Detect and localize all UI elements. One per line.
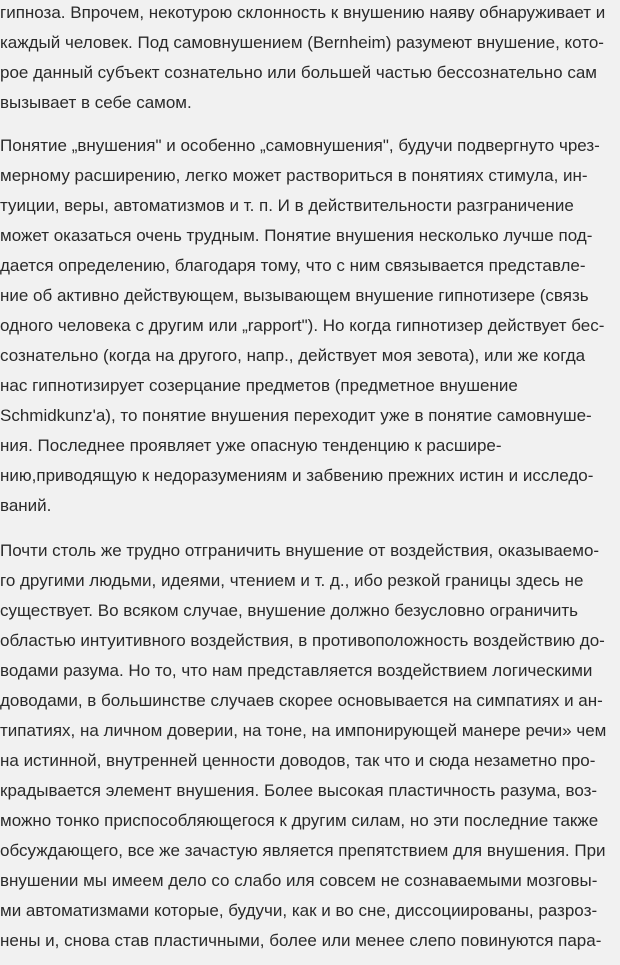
- text-line: туиции, веры, автоматизмов и т. п. И в действительности разграничение: [0, 196, 574, 215]
- text-line: ния. Последнее проявляет уже опасную тенденцию к расшире-: [0, 436, 502, 455]
- text-line: может оказаться очень трудным. Понятие внушения несколько лучше под-: [0, 226, 593, 245]
- text-line: существует. Во всяком случае, внушение должно безусловно ограничить: [0, 601, 579, 620]
- text-line: нию,приводящую к недоразумениям и забвению прежних истин и исследо-: [0, 466, 594, 485]
- text-line: Почти столь же трудно отграничить внушение от воздействия, оказываемо-: [0, 541, 600, 560]
- text-line: на истинной, внутренней ценности доводов, так что и сюда незаметно про-: [0, 751, 596, 770]
- text-line: доводами, в большинстве случаев скорее основывается на симпатиях и ан-: [0, 691, 603, 710]
- text-line: типатиях, на личном доверии, на тоне, на импонирующей манере речи» чем: [0, 721, 607, 740]
- text-line: вызывает в себе самом.: [0, 93, 192, 112]
- paragraph-3: [0, 536, 606, 956]
- text-line: крадывается элемент внушения. Более высокая пластичность разума, воз-: [0, 781, 598, 800]
- text-line: гипноза. Впрочем, некотурою склонность к внушению наяву обнаруживает и: [0, 3, 606, 22]
- text-line: дается определению, благодаря тому, что с ним связывается представле-: [0, 256, 586, 275]
- text-line: нас гипнотизирует созерцание предметов (предметное внушение: [0, 376, 518, 395]
- text-line: мерному расширению, легко может раствориться в понятиях стимула, ин-: [0, 166, 588, 185]
- text-line: ваний.: [0, 496, 52, 515]
- paragraph-1: [0, 0, 605, 118]
- text-line: областью интуитивного воздействия, в противоположность воздействию до-: [0, 631, 605, 650]
- text-line: каждый человек. Под самовнушением (Bernheim) разумеют внушение, кото-: [0, 33, 604, 52]
- text-line: водами разума. Но то, что нам представляется воздействием логическими: [0, 661, 593, 680]
- text-line: сознательно (когда на другого, напр., действует моя зевота), или же когда: [0, 346, 586, 365]
- text-line: рое данный субъект сознательно или большей частью бессознательно сам: [0, 63, 597, 82]
- text-line: Понятие „внушения" и особенно „самовнушения", будучи подвергнуто чрез-: [0, 136, 600, 155]
- paragraph-2: [0, 131, 604, 521]
- text-line: обсуждающего, все же зачастую является препятствием для внушения. При: [0, 841, 606, 860]
- text-line: нены и, снова став пластичными, более или менее слепо повинуются пара-: [0, 931, 602, 950]
- text-line: ми автоматизмами которые, будучи, как и во сне, диссоциированы, разрoз-: [0, 901, 598, 920]
- text-line: го другими людьми, идеями, чтением и т. д., ибо резкой границы здесь не: [0, 571, 584, 590]
- text-line: одного человека с другим или „rapport"). Но когда гипнотизер действует бес-: [0, 316, 605, 335]
- text-line: можно тонко приспособляющегося к другим силам, но эти последние также: [0, 811, 599, 830]
- text-line: Schmidkunz'a), то понятие внушения переходит уже в понятие самовнуше-: [0, 406, 592, 425]
- text-line: ние об активно действующем, вызывающем внушение гипнотизере (связь: [0, 286, 589, 305]
- text-line: внушении мы имеем дело со слабо иля совсем не сознаваемыми мозговы-: [0, 871, 598, 890]
